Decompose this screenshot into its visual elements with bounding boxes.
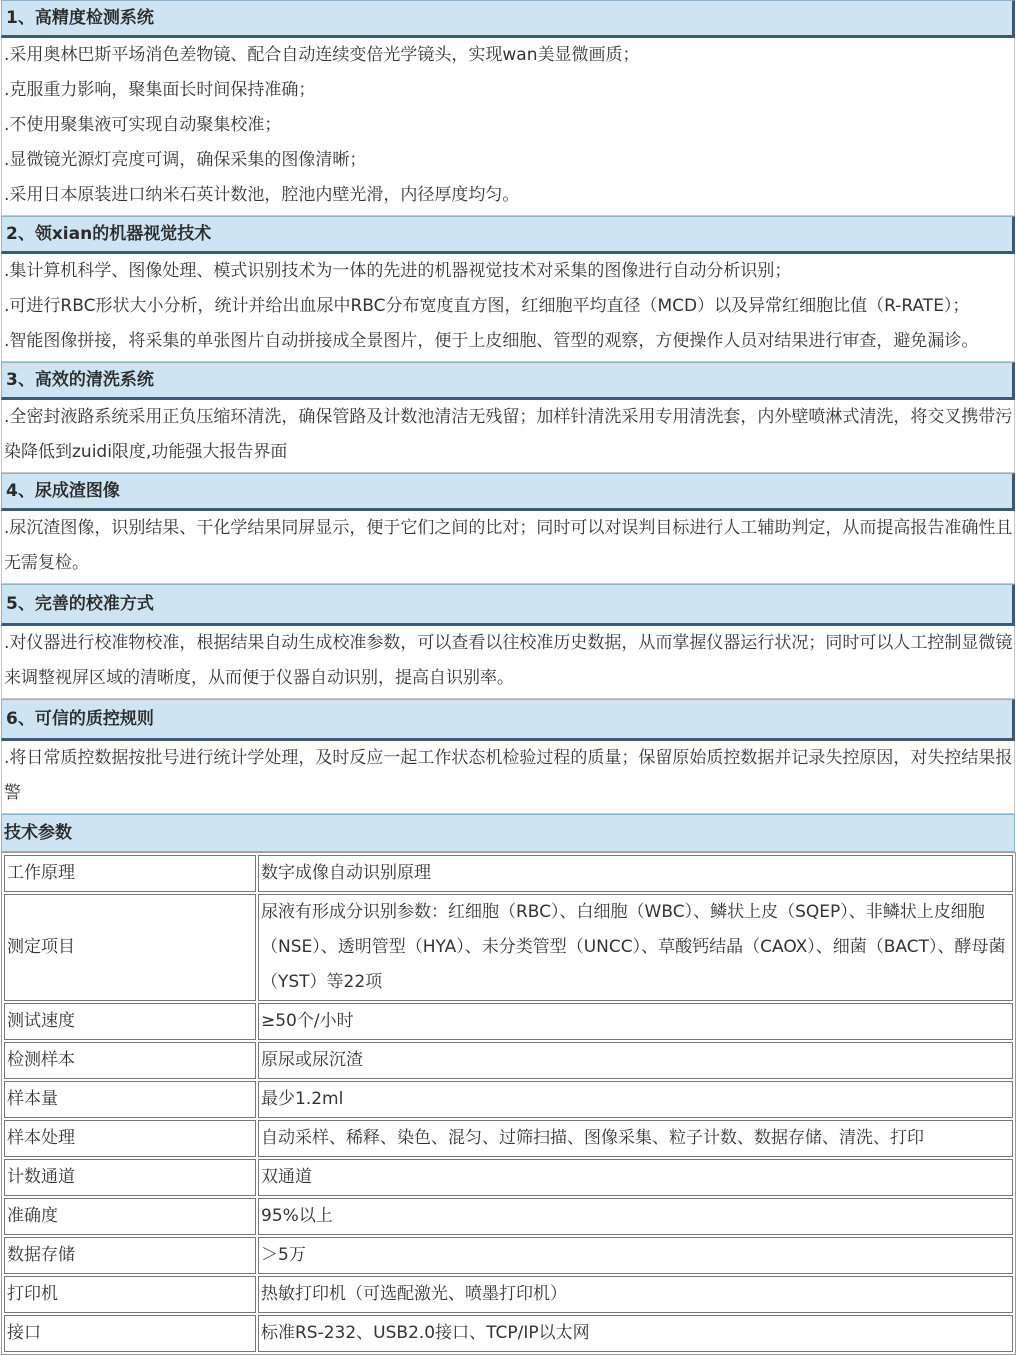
table-row [4, 1003, 1013, 1040]
table-row [4, 1081, 1013, 1118]
table-row [4, 1042, 1013, 1079]
section-2-line: .集计算机科学、图像处理、模式识别技术为一体的先进的机器视觉技术对采集的图像进行自动分析识别； [4, 261, 792, 281]
params-title: 技术参数 [1, 814, 1015, 852]
section-title-6: 6、可信的质控规则 [1, 699, 1015, 741]
param-key: 数据存储 [4, 1237, 256, 1274]
section-6-line: .将日常质控数据按批号进行统计学处理，及时反应一起工作状态机检验过程的质量；保留原始质控数据并记录失控原因，对失控结果报警 [4, 748, 1013, 803]
section-1-line: .显微镜光源灯亮度可调，确保采集的图像清晰； [4, 150, 367, 170]
section-body-6 [1, 741, 1015, 814]
table-row [4, 1120, 1013, 1157]
param-value: 标准RS-232、USB2.0接口、TCP/IP以太网 [258, 1315, 1013, 1352]
section-title-1: 1、高精度检测系统 [1, 0, 1015, 38]
param-key: 样本处理 [4, 1120, 256, 1157]
table-row [4, 1237, 1013, 1274]
section-body-1 [1, 38, 1015, 216]
param-value: 最少1.2ml [258, 1081, 1013, 1118]
table-row [4, 1159, 1013, 1196]
section-5-line: .对仪器进行校准物校准，根据结果自动生成校准参数，可以查看以往校准历史数据，从而掌握仪器运行状况；同时可以人工控制显微镜来调整视屏区域的清晰度，从而便于仪器自动识别，提高自识别率。 [4, 633, 1013, 688]
section-body-3 [1, 400, 1015, 473]
param-key: 计数通道 [4, 1159, 256, 1196]
param-key: 样本量 [4, 1081, 256, 1118]
table-row [4, 855, 1013, 892]
param-value: ≥50个/小时 [258, 1003, 1013, 1040]
table-row [4, 1276, 1013, 1313]
section-2-line: .可进行RBC形状大小分析，统计并给出血尿中RBC分布宽度直方图，红细胞平均直径（MCD）以及异常红细胞比值（R-RATE）； [4, 296, 970, 316]
param-key: 接口 [4, 1315, 256, 1352]
section-body-4 [1, 511, 1015, 584]
param-value: 自动采样、稀释、染色、混匀、过筛扫描、图像采集、粒子计数、数据存储、清洗、打印 [258, 1120, 1013, 1157]
table-row [4, 894, 1013, 1001]
param-value: ＞5万 [258, 1237, 1013, 1274]
table-row [4, 1198, 1013, 1235]
param-key: 测试速度 [4, 1003, 256, 1040]
section-1-line: .采用日本原装进口纳米石英计数池，腔池内壁光滑，内径厚度均匀。 [4, 185, 520, 205]
params-table [1, 852, 1016, 1355]
section-3-line: .全密封液路系统采用正负压缩环清洗，确保管路及计数池清洁无残留；加样针清洗采用专用清洗套，内外壁喷淋式清洗，将交叉携带污染降低到zuidi限度,功能强大报告界面 [4, 407, 1013, 462]
section-body-5 [1, 626, 1015, 699]
param-key: 测定项目 [4, 894, 256, 1001]
param-key: 检测样本 [4, 1042, 256, 1079]
section-title-2: 2、领xian的机器视觉技术 [1, 216, 1015, 254]
param-value: 数字成像自动识别原理 [258, 855, 1013, 892]
section-1-line: .采用奥林巴斯平场消色差物镜、配合自动连续变倍光学镜头，实现wan美显微画质； [4, 45, 640, 65]
section-1-line: .不使用聚集液可实现自动聚集校准； [4, 115, 282, 135]
param-key: 工作原理 [4, 855, 256, 892]
section-title-4: 4、尿成渣图像 [1, 473, 1015, 511]
param-key: 准确度 [4, 1198, 256, 1235]
section-title-5: 5、完善的校准方式 [1, 584, 1015, 626]
param-value: 尿液有形成分识别参数：红细胞（RBC）、白细胞（WBC）、鳞状上皮（SQEP）、非鳞状上皮细胞（NSE）、透明管型（HYA）、未分类管型（UNCC）、草酸钙结晶（CAOX）、细菌（BACT）、酵母菌（YST）等22项 [258, 894, 1013, 1001]
param-value: 热敏打印机（可选配激光、喷墨打印机） [258, 1276, 1013, 1313]
param-value: 原尿或尿沉渣 [258, 1042, 1013, 1079]
param-key: 打印机 [4, 1276, 256, 1313]
section-4-line: .尿沉渣图像，识别结果、干化学结果同屏显示，便于它们之间的比对；同时可以对误判目标进行人工辅助判定，从而提高报告准确性且无需复检。 [4, 518, 1013, 573]
section-title-3: 3、高效的清洗系统 [1, 362, 1015, 400]
param-value: 双通道 [258, 1159, 1013, 1196]
section-body-2 [1, 254, 1015, 362]
section-2-line: .智能图像拼接，将采集的单张图片自动拼接成全景图片，便于上皮细胞、管型的观察，方便操作人员对结果进行审查，避免漏诊。 [4, 331, 979, 351]
section-1-line: .克服重力影响，聚集面长时间保持准确； [4, 80, 316, 100]
table-row [4, 1315, 1013, 1352]
param-value: 95%以上 [258, 1198, 1013, 1235]
